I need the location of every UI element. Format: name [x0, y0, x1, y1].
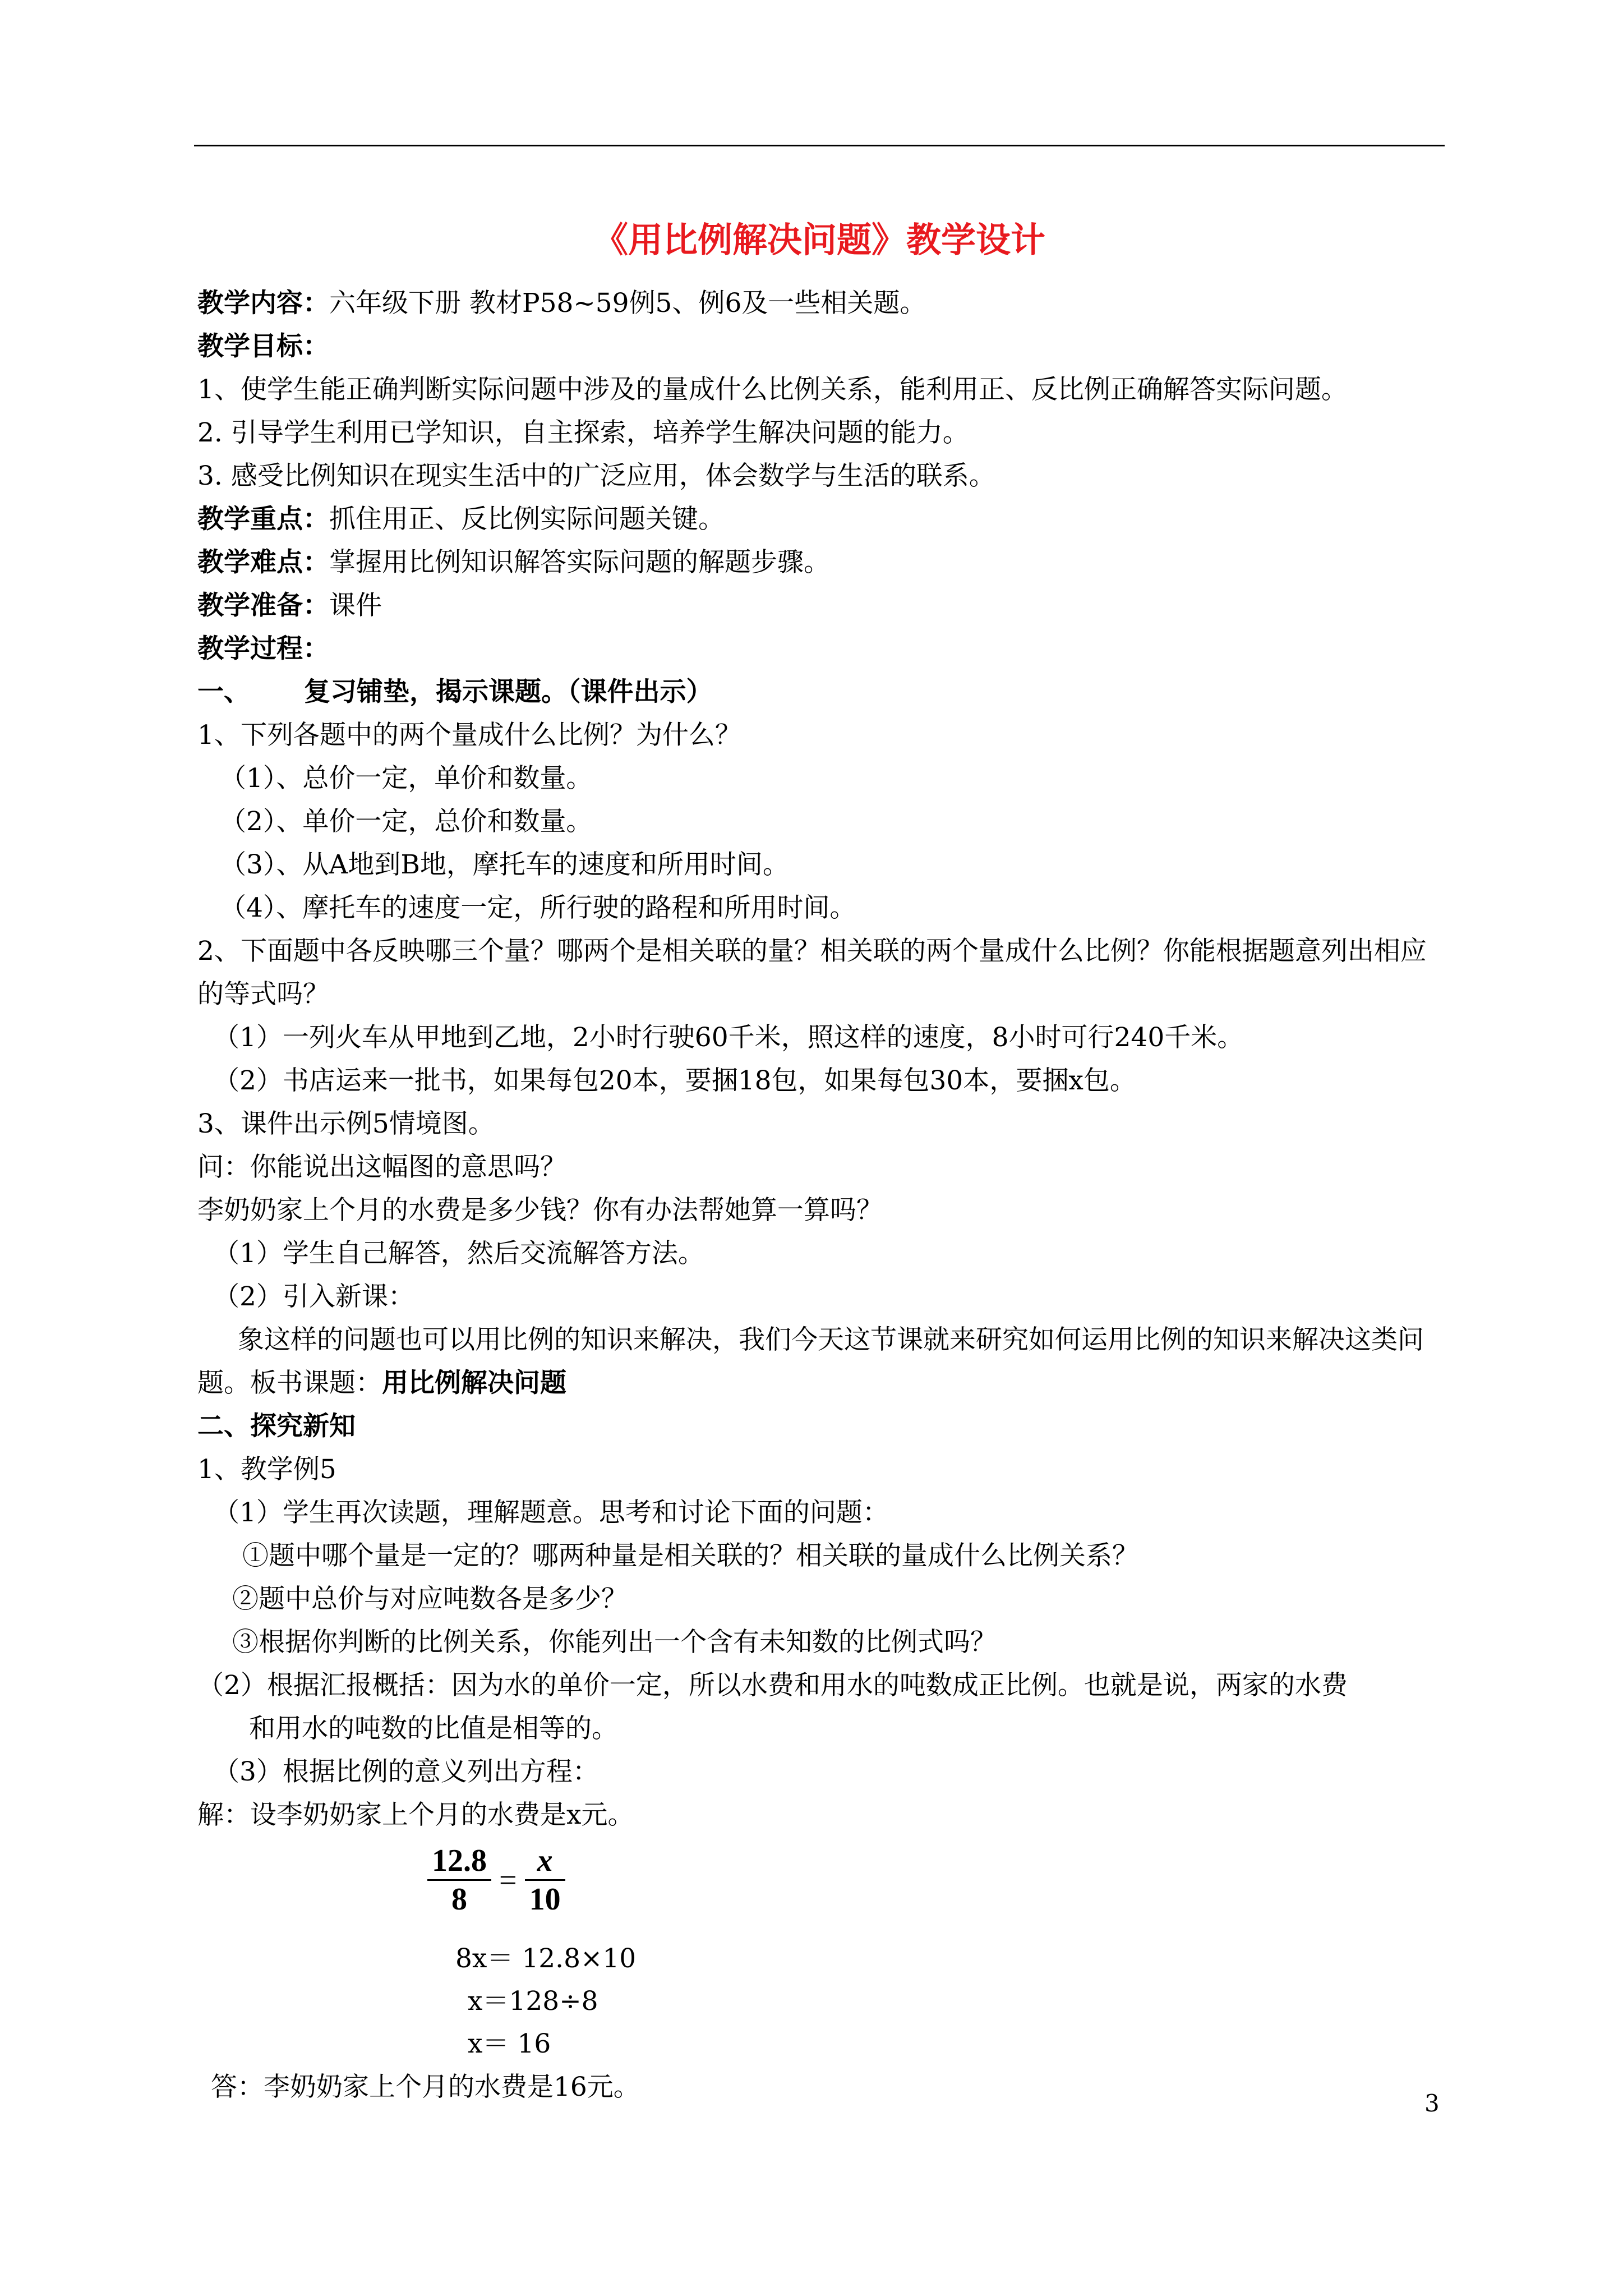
ask-line: 问：你能说出这幅图的意思吗？: [197, 1152, 566, 1182]
teach-1-step-1: （1）学生再次读题，理解题意。思考和讨论下面的问题：: [213, 1497, 889, 1528]
question-1-item-1: （1）、总价一定，单价和数量。: [220, 763, 593, 794]
key-label: 教学重点：: [197, 504, 329, 535]
teach-1-q-a: ①题中哪个量是一定的？哪两种量是相关联的？相关联的量成什么比例关系？: [242, 1540, 1138, 1571]
teach-1: 1、教学例5: [197, 1454, 336, 1485]
fraction-left-denominator: 8: [451, 1882, 467, 1917]
calc-step-3: x＝ 16: [468, 2028, 551, 2059]
content-line: [197, 282, 1445, 325]
question-2-item-1: （1）一列火车从甲地到乙地，2小时行驶60千米，照这样的速度，8小时可行240千米。: [213, 1022, 1244, 1053]
proportion-formula: [197, 1842, 1445, 1938]
fraction-right-denominator: 10: [529, 1882, 561, 1917]
fraction-left: [427, 1842, 491, 1918]
prep-line: [197, 584, 1445, 627]
page-number: 3: [1424, 2090, 1440, 2117]
key-text: 抓住用正、反比例实际问题关键。: [329, 504, 725, 535]
difficulty-text: 掌握用比例知识解答实际问题的解题步骤。: [329, 547, 830, 578]
difficulty-line: [197, 541, 1445, 584]
section-2-heading: 二、探究新知: [197, 1411, 356, 1442]
step-2: （2）引入新课：: [213, 1281, 414, 1312]
intro-text: 象这样的问题也可以用比例的知识来解决，我们今天这节课就来研究如何运用比例的知识来解决这类问题。板书课题：: [197, 1324, 1424, 1398]
question-1: 1、下列各题中的两个量成什么比例？为什么？: [197, 720, 741, 751]
document-title: 《用比例解决问题》教学设计: [593, 219, 1045, 260]
step-1: （1）学生自己解答，然后交流解答方法。: [213, 1238, 704, 1269]
document-body: [197, 282, 1445, 2109]
goal-3: 3. 感受比例知识在现实生活中的广泛应用，体会数学与生活的联系。: [197, 461, 995, 491]
teach-1-step-3: （3）根据比例的意义列出方程：: [213, 1756, 599, 1787]
fraction-right-numerator: x: [537, 1843, 553, 1878]
section-1-title: 复习铺垫，揭示课题。（课件出示）: [304, 677, 713, 707]
section-1-heading: [197, 670, 1445, 714]
question-1-item-4: （4）、摩托车的速度一定，所行驶的路程和所用时间。: [220, 892, 856, 923]
fraction-left-numerator: 12.8: [432, 1843, 487, 1878]
process-label: 教学过程：: [197, 633, 329, 664]
header-rule: [194, 145, 1445, 146]
prep-text: 课件: [329, 590, 382, 621]
key-line: [197, 498, 1445, 541]
answer-line: 答：李奶奶家上个月的水费是16元。: [211, 2072, 640, 2102]
goal-2: 2. 引导学生利用已学知识，自主探索，培养学生解决问题的能力。: [197, 417, 969, 448]
difficulty-label: 教学难点：: [197, 547, 329, 578]
teach-1-q-c: ③根据你判断的比例关系，你能列出一个含有未知数的比例式吗？: [232, 1627, 997, 1658]
section-1-number: 一、: [197, 677, 250, 707]
goal-label: 教学目标：: [197, 331, 329, 362]
solution-line: 解：设李奶奶家上个月的水费是x元。: [197, 1800, 634, 1830]
goal-1: 1、使学生能正确判断实际问题中涉及的量成什么比例关系，能利用正、反比例正确解答实际问题。: [197, 374, 1348, 405]
question-3: 3、课件出示例5情境图。: [197, 1108, 495, 1139]
board-title: 用比例解决问题: [382, 1368, 566, 1398]
question-2-item-2: （2）书店运来一批书，如果每包20本，要捆18包，如果每包30本，要捆x包。: [213, 1065, 1136, 1096]
teach-1-q-b: ②题中总价与对应吨数各是多少？: [232, 1584, 628, 1614]
teach-1-step-2-cont: 和用水的吨数的比值是相等的。: [249, 1713, 618, 1744]
equals-sign: =: [499, 1862, 517, 1898]
question-1-item-3: （3）、从A地到B地，摩托车的速度和所用时间。: [220, 849, 789, 880]
problem-line: 李奶奶家上个月的水费是多少钱？你有办法帮她算一算吗？: [197, 1195, 883, 1226]
intro-paragraph: [197, 1318, 1445, 1405]
calc-step-2: x＝128÷8: [468, 1986, 598, 2017]
fraction-right: [525, 1842, 565, 1918]
content-text: 六年级下册 教材P58~59例5、例6及一些相关题。: [329, 288, 926, 319]
calc-step-1: 8x＝ 12.8×10: [455, 1943, 637, 1974]
content-label: 教学内容：: [197, 288, 329, 319]
teach-1-step-2: （2）根据汇报概括：因为水的单价一定，所以水费和用水的吨数成正比例。也就是说，两家的水费: [197, 1670, 1348, 1701]
prep-label: 教学准备：: [197, 590, 329, 621]
question-2: 2、下面题中各反映哪三个量？哪两个是相关联的量？相关联的两个量成什么比例？你能根据题意列出相应的等式吗？: [197, 936, 1427, 1010]
question-1-item-2: （2）、单价一定，总价和数量。: [220, 806, 593, 837]
